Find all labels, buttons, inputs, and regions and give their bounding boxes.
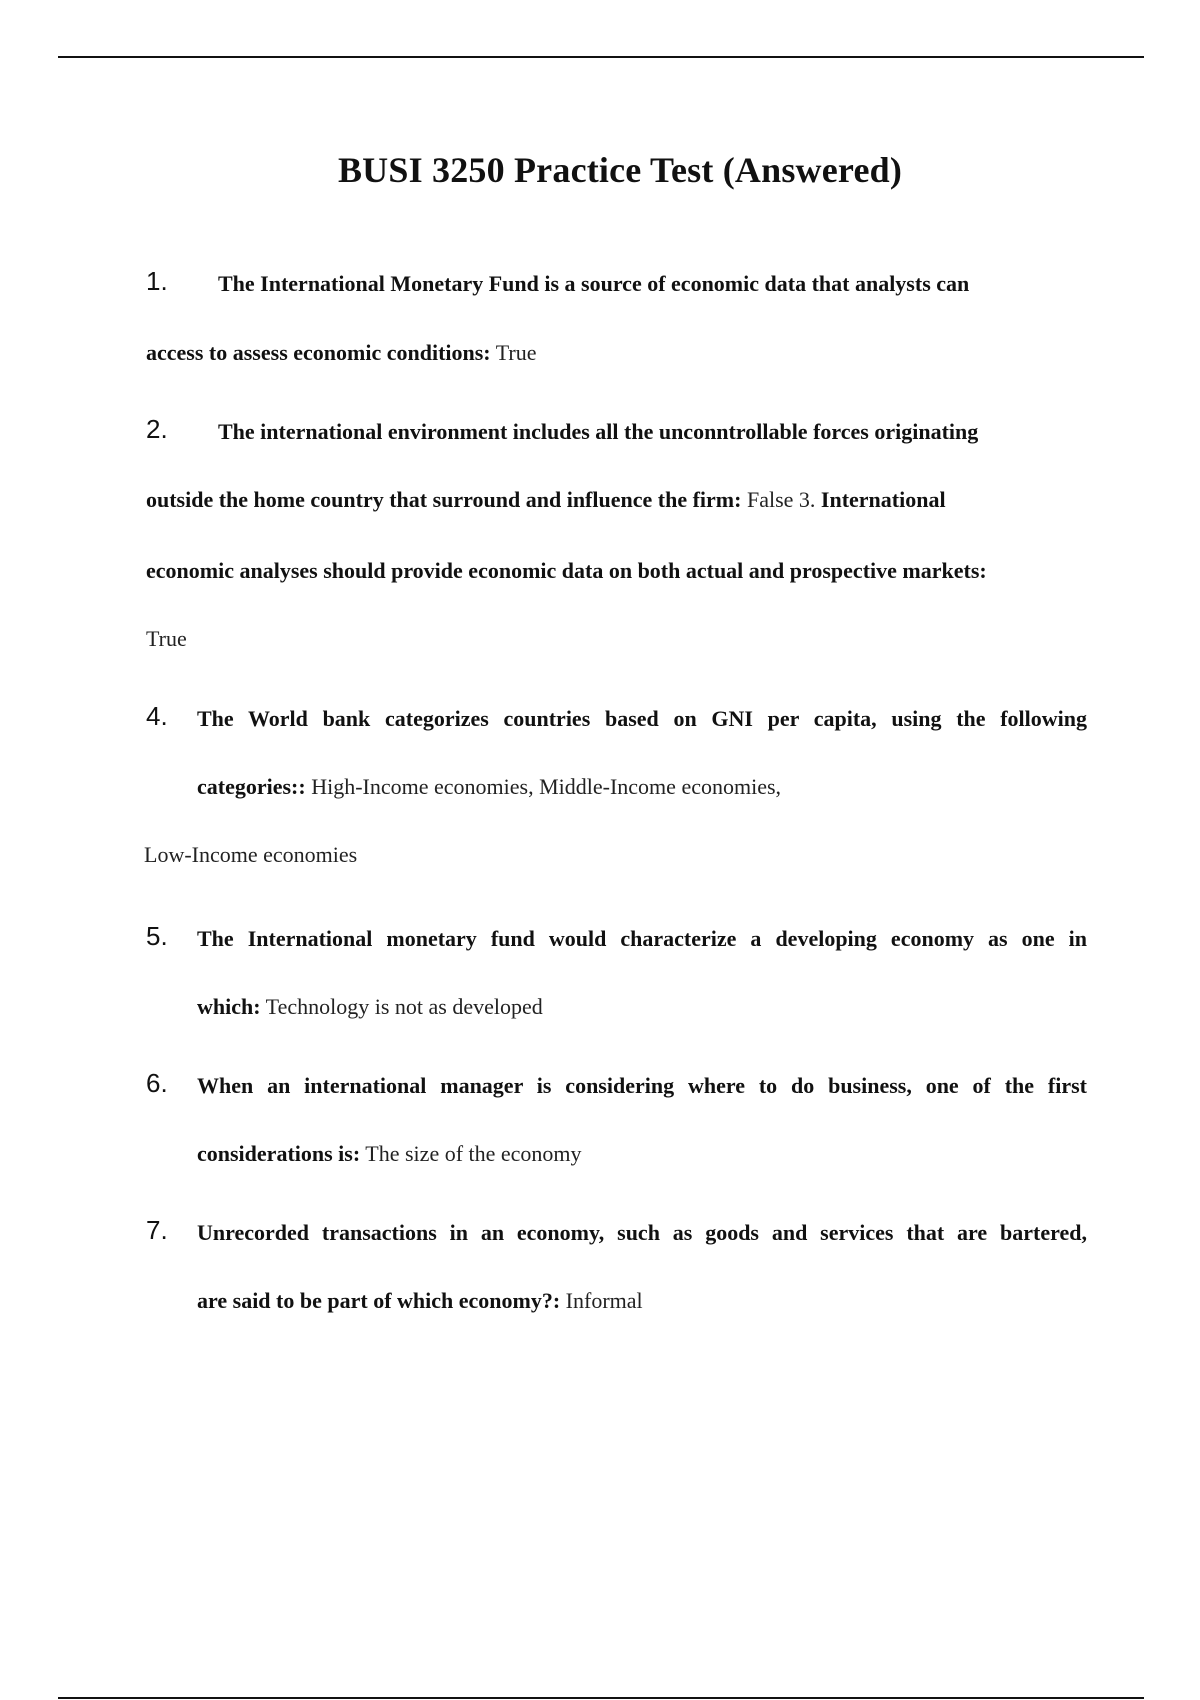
page-title: BUSI 3250 Practice Test (Answered) [337, 150, 903, 190]
question-1-number: 1. [146, 266, 168, 296]
question-1-answer: True [495, 340, 537, 365]
question-4-number: 4. [146, 701, 168, 731]
question-3-text-line2: economic analyses should provide economic data on both actual and prospective markets: [146, 558, 987, 583]
question-5-number: 5. [146, 921, 168, 951]
question-1-text-line1: The International Monetary Fund is a source of economic data that analysts can [218, 271, 970, 296]
question-7-number: 7. [146, 1215, 168, 1245]
top-rule [58, 56, 1144, 58]
question-3-text-start: International [820, 487, 946, 512]
question-3-number: 3. [798, 487, 816, 512]
question-4-text-line2: categories:: High-Income economies, Middle-Income economies, [197, 774, 782, 799]
question-6-number: 6. [146, 1068, 168, 1098]
question-4-answer-part1: High-Income economies, Middle-Income economies, [311, 774, 782, 799]
question-3-answer: True [146, 626, 187, 651]
question-6-answer: The size of the economy [365, 1141, 582, 1166]
question-1-text-line2: access to assess economic conditions: True [146, 340, 537, 365]
question-7-text-line2: are said to be part of which economy?: Informal [197, 1288, 643, 1313]
question-2-text-line1: The international environment includes all the unconntrollable forces originating [218, 419, 979, 444]
question-4-answer-part2: Low-Income economies [144, 842, 358, 867]
question-7-answer: Informal [565, 1288, 643, 1313]
question-2-number: 2. [146, 414, 168, 444]
question-6-text-line1: When an international manager is considering where to do business, one of the first [197, 1073, 1087, 1098]
bottom-rule [58, 1697, 1144, 1699]
question-7-text-line1: Unrecorded transactions in an economy, such as goods and services that are bartered, [197, 1220, 1087, 1245]
question-4-text-line1: The World bank categorizes countries based on GNI per capita, using the following [197, 706, 1087, 731]
question-6-text-line2: considerations is: The size of the economy [197, 1141, 582, 1166]
question-2-text-line2: outside the home country that surround and influence the firm: False 3. International [146, 487, 946, 512]
question-5-text-line1: The International monetary fund would characterize a developing economy as one in [197, 926, 1087, 951]
question-5-text-line2: which: Technology is not as developed [197, 994, 543, 1019]
question-2-answer: False [746, 487, 794, 512]
question-5-answer: Technology is not as developed [265, 994, 543, 1019]
